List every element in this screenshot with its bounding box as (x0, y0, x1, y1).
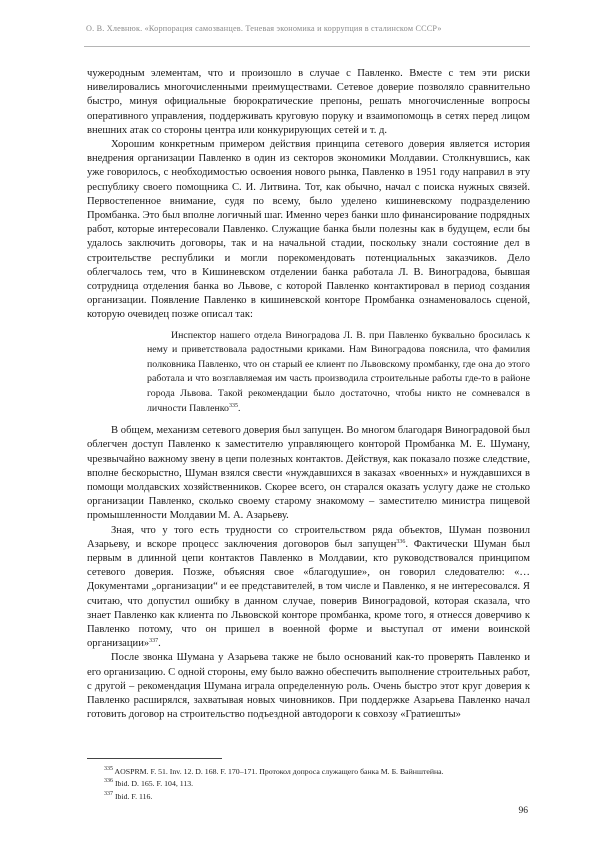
footnote-text: Ibid. D. 165. F. 104, 113. (114, 779, 194, 789)
footnote-337 (104, 791, 524, 803)
footnote-336 (104, 778, 524, 790)
footnote-ref-337: 337 (149, 638, 159, 645)
block-quote: Инспектор нашего отдела Виноградова Л. В. при Павленко буквально бросилась к нему и приветствовала радостными криками. Нам Виноградова пояснила, что фамилия полковника Павленко, что он старый ее клиент по Львовскому промбанку, где она до этого работала и что возглавляемая им часть производила строительные работы где-то в районе города Львова. Такой рекомендации было достаточно, чтобы никто не сомневался в личности Павленко$^{335}$. (147, 329, 530, 414)
main-text (87, 67, 530, 722)
footnote-number: 336 (104, 778, 113, 785)
header-divider (84, 46, 530, 47)
footnote-text: Ibid. F. 116. (114, 791, 153, 801)
footnotes (104, 766, 524, 803)
paragraph-4 (87, 524, 530, 652)
paragraph-4-part-b: . Фактически Шуман был первым в длинной цепи контактов Павленко в Молдавии, кто руководствовался принципом сетевого доверия. Позже, объясняя свое «благодушие», он говорил следователю: «…Документами „организации“ и ее представителей, в том числе и Павленко, я не интересовался. Я считаю, что допустил ошибку в данном случае, поверив Виноградовой, которая сказала, что знает Павленко как клиента по Львовской конторе промбанка, кроме того, я отнесся доверчиво к Павленко потому, что он пришел в военной форме и выступал от имени воинской организации» (87, 538, 530, 650)
paragraph-2: Хорошим конкретным примером действия принципа сетевого доверия является история внедрения организации Павленко в один из секторов экономики Молдавии. Столкнувшись, как уже говорилось, с необходимостью освоения нового рынка, Павленко в 1951 году направил в эту республику своего помощника С. И. Литвина. Тот, как обычно, начал с поиска нужных связей. Первостепенное внимание, судя по всему, было уделено кишиневскому подразделению Промбанка. Это был вполне логичный шаг. Именно через банки шло финансирование подрядных работ, которые интересовали Павленко. Служащие банка были полезны как в будущем, если бы удалось заключить договоры, так и на начальной стадии, поскольку знали состояние дел в строительстве республики и могли порекомендовать потенциальных заказчиков. Дело облегчалось тем, что в Кишиневском отделении банка работала Л. В. Виноградова, бывшая сотрудница отделения банка во Львове, с которой Павленко контактировал в период создания организации. Появление Павленко в кишиневской конторе Промбанка ознаменовалось сценой, которую очевидец позже описал так: (87, 139, 530, 321)
footnote-number: 337 (104, 790, 113, 797)
paragraph-4-part-c: . (158, 638, 161, 650)
paragraph-5: После звонка Шумана у Азарьева также не было оснований как-то проверять Павленко и его организацию. С одной стороны, ему было важно обеспечить выполнение строительных работ, с другой – рекомендация Шумана играла определенную роль. Очень быстро этот круг доверия к Павленко расширялся, захватывая новых чиновников. При поддержке Азарьева Павленко начал готовить договор на строительство подъездной автодороги к совхозу «Гратиешты» (87, 652, 530, 721)
footnote-ref-336: 336 (396, 538, 406, 545)
footnote-number: 335 (104, 766, 113, 772)
paragraph-3: В общем, механизм сетевого доверия был запущен. Во многом благодаря Виноградовой был облегчен доступ Павленко к заместителю управляющего конторой Промбанка М. Е. Шуману, чрезвычайно важному звену в цепи полезных контактов. Действуя, как показало позже следствие, вполне бескорыстно, Шуман взялся свести «нуждавшихся в заказах «военных» и нуждавшихся в помощи молдавских хозяйственников. Скорее всего, он старался оказать услугу даже не столько организации Павленко, сколько своему старому знакомому – заместителю министра пищевой промышленности Молдавии М. А. Азарьеву. (87, 425, 530, 522)
paragraph-4-part-a: Зная, что у того есть трудности со строительством ряда объектов, Шуман позвонил Азарьеву, и вскоре процесс заключения договоров был запущен (87, 524, 530, 550)
page-number: 96 (518, 806, 528, 816)
paragraph-1: чужеродным элементам, что и произошло в случае с Павленко. Вместе с тем эти риски нивелировались многочисленными преимуществами. Сетевое доверие позволяло сравнительно быстро, минуя официальные бюрократические препоны, решать многочисленные вопросы оперативного управления, поддерживать круговую поруку и взаимопомощь в сетях перед лицом внешних атак со стороны центра или конкурирующих сетей и т. д. (87, 68, 530, 136)
footnote-divider (87, 758, 222, 759)
running-header: О. В. Хлевнюк. «Корпорация самозванцев. Теневая экономика и коррупция в сталинском СССР» (86, 24, 442, 33)
quote-text: Инспектор нашего отдела Виноградова Л. В. при Павленко буквально бросилась к нему и приветствовала радостными криками. Нам Виноградова пояснила, что фамилия полковника Павленко, что он старый ее клиент по Львовскому промбанку, где она до этого работала и что возглавляемая им часть производила строительные работы где-то в районе города Львова. Такой рекомендации было достаточно, чтобы никто не сомневался в личности Павленко (147, 329, 530, 414)
footnote-text: AOSPRM. F. 51. Inv. 12. D. 168. F. 170–171. Протокол допроса служащего банка М. Б. Вайнштейна. (114, 767, 444, 776)
footnote-ref-335: 335 (228, 402, 238, 409)
footnote-335 (104, 766, 524, 778)
